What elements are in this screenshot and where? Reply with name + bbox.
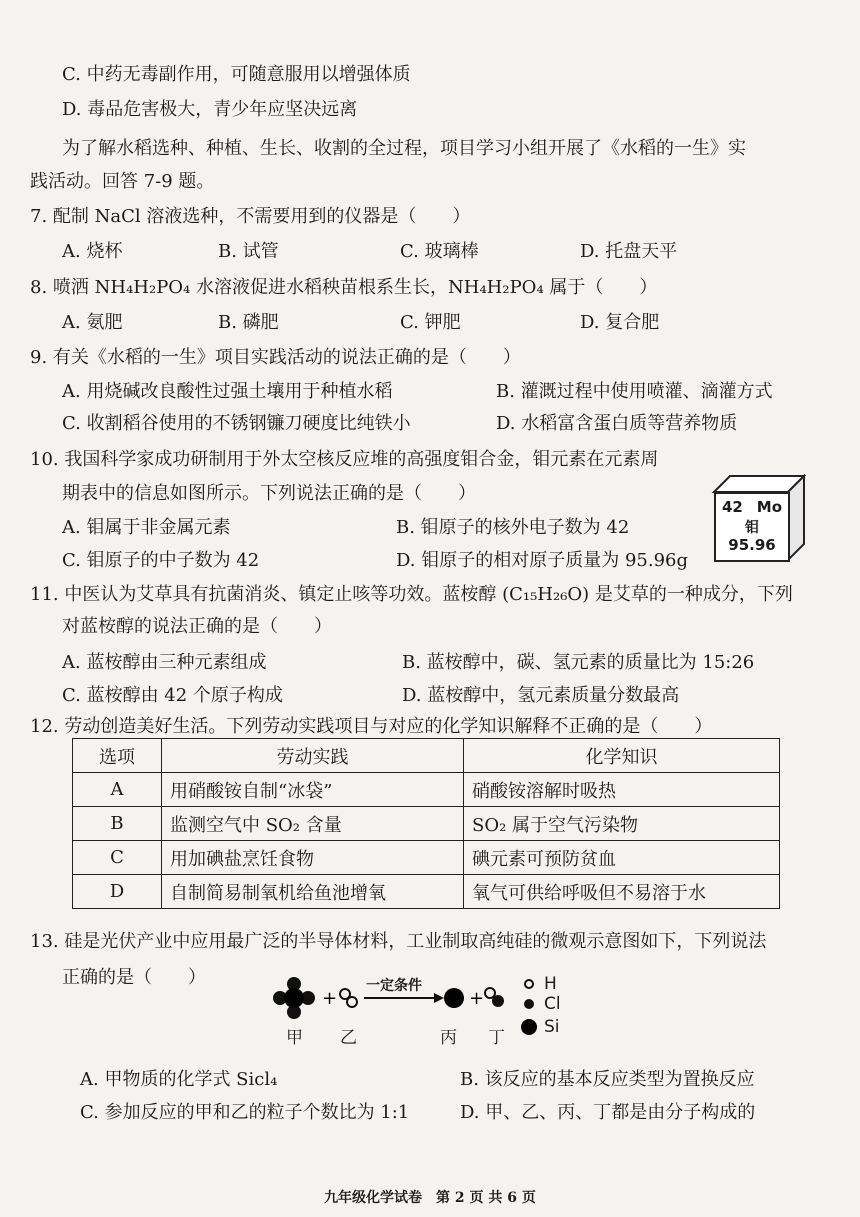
q8-option-d: D. 复合肥 bbox=[580, 312, 660, 333]
q10-option-a: A. 钼属于非金属元素 bbox=[62, 517, 231, 538]
q11-option-b: B. 蓝桉醇中，碳、氢元素的质量比为 15:26 bbox=[402, 652, 755, 673]
arrow-head bbox=[434, 993, 444, 1003]
table-cell: A bbox=[73, 773, 162, 807]
legend-cl-mark bbox=[524, 999, 534, 1009]
table-row bbox=[73, 841, 780, 875]
legend-si: Si bbox=[544, 1017, 560, 1037]
table-cell: 用硝酸铵自制“冰袋” bbox=[162, 773, 464, 807]
element-card bbox=[714, 492, 790, 562]
table-row bbox=[73, 875, 780, 909]
intro-line-2: 践活动。回答 7-9 题。 bbox=[30, 171, 215, 192]
table-header: 选项 bbox=[73, 739, 162, 773]
q11-stem-2: 对蓝桉醇的说法正确的是（ ） bbox=[62, 616, 332, 637]
q11-option-a: A. 蓝桉醇由三种元素组成 bbox=[62, 652, 267, 673]
table-cell: SO₂ 属于空气污染物 bbox=[464, 807, 780, 841]
table-cell: 用加碘盐烹饪食物 bbox=[162, 841, 464, 875]
atomic-number: 42 bbox=[722, 498, 743, 516]
q10-stem-1: 10. 我国科学家成功研制用于外太空核反应堆的高强度钼合金，钼元素在元素周 bbox=[30, 449, 659, 470]
q6-option-d: D. 毒品危害极大，青少年应坚决远离 bbox=[62, 99, 358, 120]
page-footer: 九年级化学试卷 第 2 页 共 6 页 bbox=[324, 1190, 536, 1206]
intro-line-1: 为了解水稻选种、种植、生长、收割的全过程，项目学习小组开展了《水稻的一生》实 bbox=[62, 138, 746, 159]
table-cell: 监测空气中 SO₂ 含量 bbox=[162, 807, 464, 841]
reaction-condition: 一定条件 bbox=[366, 978, 422, 994]
q13-stem-2: 正确的是（ ） bbox=[62, 967, 206, 988]
q9-option-c: C. 收割稻谷使用的不锈钢镰刀硬度比纯铁小 bbox=[62, 413, 411, 434]
q7-option-b: B. 试管 bbox=[218, 241, 279, 262]
q7-option-d: D. 托盘天平 bbox=[580, 241, 678, 262]
molecule-bing bbox=[444, 988, 464, 1008]
q9-option-a: A. 用烧碱改良酸性过强土壤用于种植水稻 bbox=[62, 381, 393, 402]
q10-stem-2: 期表中的信息如图所示。下列说法正确的是（ ） bbox=[62, 483, 476, 504]
element-name: 钼 bbox=[745, 520, 759, 536]
element-symbol: Mo bbox=[756, 498, 782, 516]
q12-stem: 12. 劳动创造美好生活。下列劳动实践项目与对应的化学知识解释不正确的是（ ） bbox=[30, 716, 713, 737]
label-bing: 丙 bbox=[440, 1028, 457, 1048]
atomic-mass: 95.96 bbox=[728, 536, 776, 554]
molecule-jia bbox=[273, 977, 315, 1019]
legend-h: H bbox=[544, 974, 557, 994]
molecule-yi bbox=[340, 989, 357, 1007]
q12-table bbox=[72, 738, 780, 909]
table-cell: 氧气可供给呼吸但不易溶于水 bbox=[464, 875, 780, 909]
q8-option-c: C. 钾肥 bbox=[400, 312, 461, 333]
q13-option-d: D. 甲、乙、丙、丁都是由分子构成的 bbox=[460, 1102, 756, 1123]
legend-cl: Cl bbox=[544, 994, 561, 1014]
q7-option-c: C. 玻璃棒 bbox=[400, 241, 479, 262]
table-header-row bbox=[73, 739, 780, 773]
q9-option-d: D. 水稻富含蛋白质等营养物质 bbox=[496, 413, 738, 434]
table-cell: D bbox=[73, 875, 162, 909]
q11-stem-1: 11. 中医认为艾草具有抗菌消炎、镇定止咳等功效。蓝桉醇 (C₁₅H₂₆O) 是艾草的一种成分，下列 bbox=[30, 584, 793, 605]
q10-option-b: B. 钼原子的核外电子数为 42 bbox=[396, 517, 630, 538]
plus-sign: + bbox=[322, 988, 338, 1009]
table-header: 化学知识 bbox=[464, 739, 780, 773]
table-cell: C bbox=[73, 841, 162, 875]
q8-option-a: A. 氨肥 bbox=[62, 312, 123, 333]
table-cell: 自制简易制氧机给鱼池增氧 bbox=[162, 875, 464, 909]
legend-h-mark bbox=[525, 980, 533, 988]
label-ding: 丁 bbox=[488, 1028, 505, 1048]
q7-option-a: A. 烧杯 bbox=[62, 241, 123, 262]
label-yi: 乙 bbox=[340, 1028, 357, 1048]
q13-option-b: B. 该反应的基本反应类型为置换反应 bbox=[460, 1069, 755, 1090]
q8-stem: 8. 喷洒 NH₄H₂PO₄ 水溶液促进水稻秧苗根系生长，NH₄H₂PO₄ 属于（ ） bbox=[30, 277, 658, 298]
q13-option-c: C. 参加反应的甲和乙的粒子个数比为 1:1 bbox=[80, 1102, 410, 1123]
q9-option-b: B. 灌溉过程中使用喷灌、滴灌方式 bbox=[496, 381, 773, 402]
q13-option-a: A. 甲物质的化学式 Sicl₄ bbox=[80, 1069, 278, 1090]
q11-option-c: C. 蓝桉醇由 42 个原子构成 bbox=[62, 685, 283, 706]
q11-option-d: D. 蓝桉醇中，氢元素质量分数最高 bbox=[402, 685, 680, 706]
legend-si-mark bbox=[521, 1019, 537, 1035]
plus-sign: + bbox=[469, 988, 485, 1009]
q8-option-b: B. 磷肥 bbox=[218, 312, 279, 333]
q13-stem-1: 13. 硅是光伏产业中应用最广泛的半导体材料，工业制取高纯硅的微观示意图如下，下列说法 bbox=[30, 931, 767, 952]
molecule-ding bbox=[485, 988, 504, 1007]
table-cell: B bbox=[73, 807, 162, 841]
table-row bbox=[73, 807, 780, 841]
label-jia: 甲 bbox=[286, 1028, 303, 1048]
table-row bbox=[73, 773, 780, 807]
q10-option-c: C. 钼原子的中子数为 42 bbox=[62, 550, 260, 571]
q6-option-c: C. 中药无毒副作用，可随意服用以增强体质 bbox=[62, 64, 411, 85]
q10-option-d: D. 钼原子的相对原子质量为 95.96g bbox=[396, 550, 689, 571]
table-cell: 碘元素可预防贫血 bbox=[464, 841, 780, 875]
table-cell: 硝酸铵溶解时吸热 bbox=[464, 773, 780, 807]
table-header: 劳动实践 bbox=[162, 739, 464, 773]
q7-stem: 7. 配制 NaCl 溶液选种，不需要用到的仪器是（ ） bbox=[30, 206, 471, 227]
q9-stem: 9. 有关《水稻的一生》项目实践活动的说法正确的是（ ） bbox=[30, 347, 521, 368]
